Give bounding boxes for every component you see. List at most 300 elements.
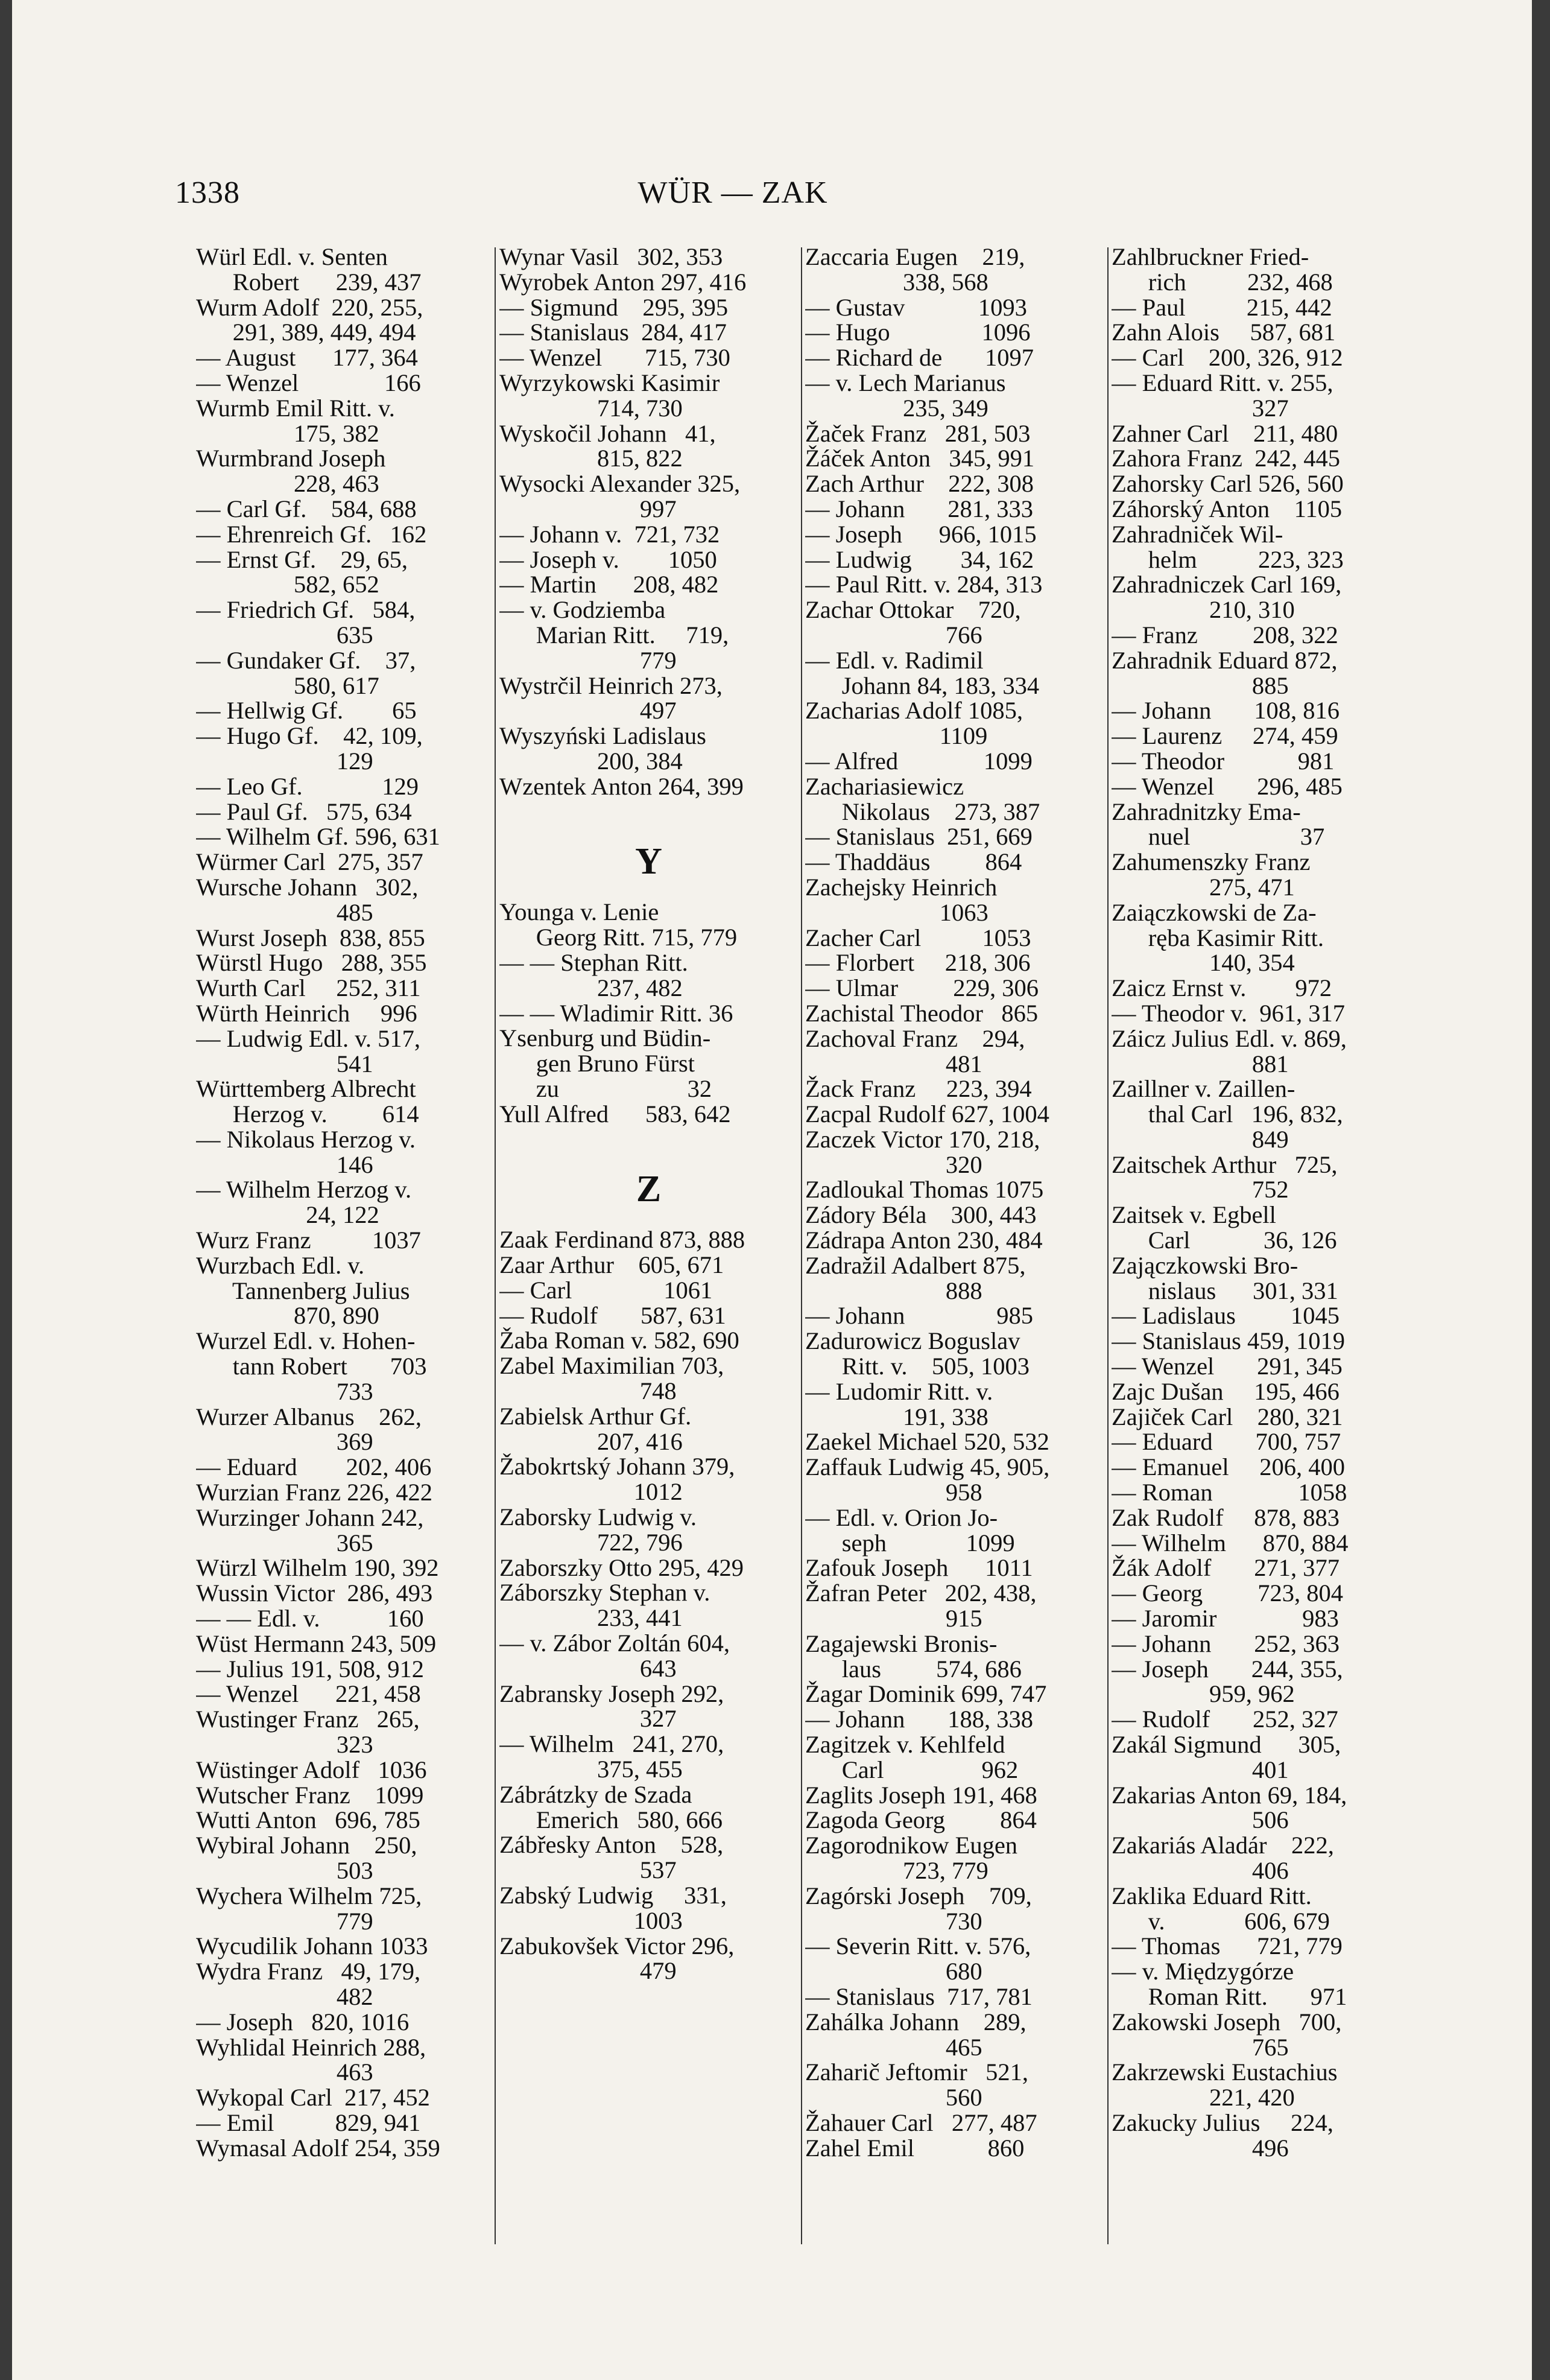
index-entry: 207, 416 [499, 1427, 683, 1455]
index-entry: 365 [196, 1529, 373, 1557]
index-entry: 497 [499, 697, 677, 725]
index-entry: nuel 37 [1112, 823, 1325, 851]
index-entry: Wurth Carl 252, 311 [196, 974, 421, 1002]
index-entry: Zaffauk Ludwig 45, 905, [805, 1453, 1050, 1481]
index-entry: gen Bruno Fürst [499, 1050, 695, 1077]
index-entry: — Martin 208, 482 [499, 571, 719, 598]
index-entry: 24, 122 [196, 1201, 379, 1229]
index-entry: Wüstinger Adolf 1036 [196, 1756, 427, 1783]
index-entry: — Ludwig 34, 162 [805, 545, 1034, 573]
index-entry: — Stanislaus 717, 781 [805, 1982, 1033, 2010]
index-entry: Zaglits Joseph 191, 468 [805, 1781, 1037, 1809]
index-entry: Wykopal Carl 217, 452 [196, 2084, 430, 2112]
index-entry: — v. Międzygórze [1112, 1958, 1294, 1985]
index-entry: — Gustav 1093 [805, 293, 1027, 321]
index-entry: Zacpal Rudolf 627, 1004 [805, 1100, 1049, 1128]
index-entry: Zachar Ottokar 720, [805, 596, 1021, 624]
index-column-4 [1112, 244, 1410, 2244]
index-entry: Würth Heinrich 996 [196, 999, 417, 1027]
index-entry: Wynar Vasil 302, 353 [499, 244, 723, 270]
index-entry: — Stanislaus 284, 417 [499, 319, 727, 346]
index-entry: 235, 349 [805, 394, 989, 422]
index-entry: Robert 239, 437 [196, 268, 422, 296]
index-entry: thal Carl 196, 832, [1112, 1100, 1343, 1128]
index-entry: — Joseph 244, 355, [1112, 1655, 1343, 1683]
index-entry: 870, 890 [196, 1302, 379, 1330]
index-entry: Wzentek Anton 264, 399 [499, 772, 744, 800]
index-entry: 815, 822 [499, 445, 683, 472]
index-entry: 291, 389, 449, 494 [196, 319, 416, 346]
index-entry: Wymasal Adolf 254, 359 [196, 2134, 440, 2162]
index-entry: zu 32 [499, 1074, 712, 1102]
index-entry: Zahel Emil 860 [805, 2134, 1025, 2162]
index-entry: 580, 617 [196, 671, 379, 699]
index-entry: 237, 482 [499, 974, 683, 1001]
index-entry: — Florbert 218, 306 [805, 949, 1031, 977]
spacer [499, 1127, 798, 1152]
index-entry: — Johann 188, 338 [805, 1706, 1033, 1733]
index-entry: — Julius 191, 508, 912 [196, 1655, 425, 1683]
index-entry: 582, 652 [196, 571, 379, 598]
index-entry: laus 574, 686 [805, 1655, 1022, 1683]
index-entry: — Friedrich Gf. 584, [196, 596, 416, 624]
index-entry: — Sigmund 295, 395 [499, 293, 729, 321]
index-entry: Wurmbrand Joseph [196, 445, 386, 472]
index-entry: Wursche Johann 302, [196, 873, 419, 901]
index-entry: Zagoda Georg 864 [805, 1806, 1037, 1834]
index-entry: 375, 455 [499, 1756, 683, 1783]
index-entry: Žack Franz 223, 394 [805, 1075, 1032, 1103]
index-entry: — Johann 252, 363 [1112, 1630, 1340, 1657]
index-entry: — Nikolaus Herzog v. [196, 1125, 416, 1153]
index-entry: 463 [196, 2058, 373, 2086]
index-entry: 338, 568 [805, 268, 989, 296]
index-entry: — Leo Gf. 129 [196, 772, 419, 800]
index-entry: 915 [805, 1605, 982, 1633]
index-entry: 560 [805, 2084, 982, 2112]
index-entry: 1063 [805, 898, 989, 926]
index-entry: Zachejsky Heinrich [805, 873, 998, 901]
index-entry: Zaharič Jeftomir 521, [805, 2058, 1028, 2086]
index-entry: — — Wladimir Ritt. 36 [499, 999, 733, 1027]
index-entry: Wyskočil Johann 41, [499, 419, 716, 447]
index-entry: — Carl 200, 326, 912 [1112, 344, 1343, 372]
index-entry: — Thaddäus 864 [805, 848, 1022, 876]
index-entry: — Alfred 1099 [805, 747, 1033, 775]
index-entry: Zahradniczek Carl 169, [1112, 571, 1342, 598]
index-entry: Johann 84, 183, 334 [805, 671, 1040, 699]
index-entry: Žaba Roman v. 582, 690 [499, 1327, 739, 1354]
index-entry: — Paul Ritt. v. 284, 313 [805, 571, 1043, 598]
index-entry: — Franz 208, 322 [1112, 621, 1338, 649]
index-entry: — Wilhelm 241, 270, [499, 1730, 724, 1758]
index-entry: 779 [499, 646, 677, 674]
index-entry: Wurz Franz 1037 [196, 1226, 421, 1254]
index-entry: Žagar Dominik 699, 747 [805, 1680, 1047, 1708]
index-entry: Zabel Maximilian 703, [499, 1352, 724, 1380]
index-entry: Wysocki Alexander 325, [499, 470, 741, 498]
section-heading-y: Y [635, 841, 662, 883]
index-entry: — Johann v. 721, 732 [499, 520, 720, 548]
index-entry: — Ehrenreich Gf. 162 [196, 520, 427, 548]
index-entry: 496 [1112, 2134, 1289, 2162]
index-entry: Zádory Béla 300, 443 [805, 1201, 1037, 1229]
index-entry: Zahradniček Wil- [1112, 520, 1283, 548]
index-entry: 503 [196, 1857, 373, 1884]
index-entry: — Joseph 820, 1016 [196, 2008, 410, 2036]
index-entry: — Georg 723, 804 [1112, 1579, 1343, 1607]
index-entry: Wurzel Edl. v. Hohen- [196, 1327, 416, 1355]
index-entry: Tannenberg Julius [196, 1277, 410, 1304]
index-entry: — Richard de 1097 [805, 344, 1034, 372]
index-entry: — Paul 215, 442 [1112, 293, 1332, 321]
index-entry: Zak Rudolf 878, 883 [1112, 1503, 1340, 1531]
index-entry: Zaklika Eduard Ritt. [1112, 1882, 1312, 1909]
index-entry: 479 [499, 1957, 677, 1985]
spacer [499, 799, 798, 825]
column-rule [1107, 247, 1109, 2244]
index-entry: Zaillner v. Zaillen- [1112, 1075, 1295, 1103]
index-entry: Zahradnitzky Ema- [1112, 798, 1301, 825]
index-entry: — Wenzel 166 [196, 369, 421, 396]
index-entry: Wutti Anton 696, 785 [196, 1806, 420, 1834]
index-entry: 200, 384 [499, 747, 683, 775]
index-entry: Ysenburg und Büdin- [499, 1024, 711, 1052]
index-entry: — Hugo Gf. 42, 109, [196, 722, 423, 750]
index-entry: Zakrzewski Eustachius [1112, 2058, 1338, 2086]
index-entry: Zacharias Adolf 1085, [805, 697, 1023, 725]
index-entry: Ritt. v. 505, 1003 [805, 1353, 1030, 1380]
index-entry: — v. Lech Marianus [805, 369, 1006, 396]
index-entry: Würl Edl. v. Senten [196, 244, 388, 270]
index-entry: Wurst Joseph 838, 855 [196, 924, 425, 951]
index-entry: Wurzbach Edl. v. [196, 1251, 365, 1279]
index-entry: Wustinger Franz 265, [196, 1706, 420, 1733]
index-entry: 779 [196, 1907, 373, 1935]
index-entry: — Laurenz 274, 459 [1112, 722, 1338, 750]
index-entry: 680 [805, 1958, 982, 1985]
index-entry: Záicz Julius Edl. v. 869, [1112, 1024, 1347, 1052]
index-entry: 643 [499, 1654, 677, 1682]
index-entry: Žáček Anton 345, 991 [805, 445, 1035, 472]
index-entry: Wybiral Johann 250, [196, 1832, 417, 1859]
index-entry: 958 [805, 1479, 982, 1506]
index-entry: — Carl 1061 [499, 1276, 713, 1304]
index-entry: Wurzinger Johann 242, [196, 1503, 424, 1531]
index-entry: Zagórski Joseph 709, [805, 1882, 1032, 1909]
index-entry: Wystrčil Heinrich 273, [499, 671, 723, 699]
index-entry: Žabokrtský Johann 379, [499, 1453, 735, 1480]
index-entry: — Wenzel 296, 485 [1112, 772, 1343, 800]
index-entry: Žafran Peter 202, 438, [805, 1579, 1037, 1607]
index-entry: 482 [196, 1982, 373, 2010]
index-entry: 714, 730 [499, 394, 683, 422]
index-entry: Zajiček Carl 280, 321 [1112, 1403, 1343, 1430]
index-entry: Žahauer Carl 277, 487 [805, 2109, 1037, 2136]
index-entry: 401 [1112, 1756, 1289, 1783]
index-entry: — Wenzel 291, 345 [1112, 1353, 1343, 1380]
index-entry: 635 [196, 621, 373, 649]
index-entry: — Rudolf 252, 327 [1112, 1706, 1338, 1733]
index-entry: Zahálka Johann 289, [805, 2008, 1026, 2036]
index-entry: Zaekel Michael 520, 532 [805, 1428, 1049, 1456]
index-entry: 369 [196, 1428, 373, 1456]
index-entry: Würzl Wilhelm 190, 392 [196, 1554, 439, 1582]
index-entry: Zagorodnikow Eugen [805, 1832, 1018, 1859]
index-entry: rich 232, 468 [1112, 268, 1333, 296]
index-entry: Wurm Adolf 220, 255, [196, 293, 423, 321]
index-entry: Zachistal Theodor 865 [805, 999, 1039, 1027]
index-entry: Carl 36, 126 [1112, 1226, 1337, 1254]
index-entry: — Theodor v. 961, 317 [1112, 999, 1345, 1027]
index-entry: Zaborszky Otto 295, 429 [499, 1553, 744, 1581]
index-entry: — Ludwig Edl. v. 517, [196, 1024, 420, 1052]
index-entry: 765 [1112, 2033, 1289, 2061]
index-entry: 481 [805, 1050, 982, 1077]
index-entry: Zaiączkowski de Za- [1112, 898, 1317, 926]
index-entry: 752 [1112, 1176, 1289, 1204]
index-entry: — Jaromir 983 [1112, 1605, 1339, 1633]
index-entry: Zahlbruckner Fried- [1112, 244, 1309, 270]
index-entry: — Eduard Ritt. v. 255, [1112, 369, 1333, 396]
index-entry: Nikolaus 273, 387 [805, 798, 1040, 825]
index-entry: Wurmb Emil Ritt. v. [196, 394, 395, 422]
index-entry: Záborszky Stephan v. [499, 1579, 710, 1607]
index-entry: — Edl. v. Radimil [805, 646, 984, 674]
index-column-3 [805, 244, 1104, 2244]
index-entry: — Joseph 966, 1015 [805, 520, 1037, 548]
page-number: 1338 [175, 176, 240, 210]
index-entry: Wycudilik Johann 1033 [196, 1932, 428, 1960]
index-entry: Žák Adolf 271, 377 [1112, 1554, 1340, 1582]
index-entry: — Stanislaus 459, 1019 [1112, 1327, 1346, 1355]
index-entry: Žaček Franz 281, 503 [805, 419, 1031, 447]
index-entry: — v. Godziemba [499, 596, 666, 624]
index-entry: Wyhlidal Heinrich 288, [196, 2033, 426, 2061]
index-entry: — Gundaker Gf. 37, [196, 646, 416, 674]
index-entry: Zagitzek v. Kehlfeld [805, 1731, 1005, 1759]
index-entry: nislaus 301, 331 [1112, 1277, 1338, 1304]
index-entry: Zahner Carl 211, 480 [1112, 419, 1338, 447]
index-entry: — Wilhelm Gf. 596, 631 [196, 823, 440, 851]
index-entry: Zajc Dušan 195, 466 [1112, 1377, 1340, 1405]
index-entry: Würstl Hugo 288, 355 [196, 949, 427, 977]
index-entry: — Stanislaus 251, 669 [805, 823, 1033, 851]
index-entry: Wyrzykowski Kasimir [499, 369, 720, 396]
index-entry: — Johann 108, 816 [1112, 697, 1340, 725]
index-entry: 885 [1112, 671, 1289, 699]
index-entry: 537 [499, 1856, 677, 1884]
index-entry: Zahn Alois 587, 681 [1112, 319, 1336, 346]
index-entry: 275, 471 [1112, 873, 1295, 901]
index-entry: 1003 [499, 1906, 683, 1934]
index-entry: Zaar Arthur 605, 671 [499, 1251, 724, 1279]
index-entry: Georg Ritt. 715, 779 [499, 924, 738, 951]
index-entry: — Theodor 981 [1112, 747, 1335, 775]
index-entry: Zahradnik Eduard 872, [1112, 646, 1338, 674]
index-entry: Carl 962 [805, 1756, 1019, 1783]
index-entry: 221, 420 [1112, 2084, 1295, 2112]
index-entry: — Ulmar 229, 306 [805, 974, 1039, 1002]
index-entry: Wussin Victor 286, 493 [196, 1579, 433, 1607]
index-entry: 485 [196, 898, 373, 926]
index-entry: Zacher Carl 1053 [805, 924, 1031, 951]
index-entry: — Ladislaus 1045 [1112, 1302, 1340, 1330]
index-entry: — Eduard 700, 757 [1112, 1428, 1341, 1456]
index-entry: Zadražil Adalbert 875, [805, 1251, 1026, 1279]
index-entry: Würmer Carl 275, 357 [196, 848, 423, 876]
index-entry: Zadloukal Thomas 1075 [805, 1176, 1044, 1204]
index-entry: Württemberg Albrecht [196, 1075, 416, 1103]
index-entry: helm 223, 323 [1112, 545, 1344, 573]
index-entry: 210, 310 [1112, 596, 1295, 624]
index-entry: Zaczek Victor 170, 218, [805, 1125, 1040, 1153]
index-entry: Zaccaria Eugen 219, [805, 244, 1025, 270]
index-entry: Wutscher Franz 1099 [196, 1781, 424, 1809]
index-entry: 541 [196, 1050, 373, 1077]
index-entry: — Hugo 1096 [805, 319, 1031, 346]
index-entry: 320 [805, 1150, 982, 1178]
index-entry: 959, 962 [1112, 1680, 1295, 1708]
index-entry: Zaitschek Arthur 725, [1112, 1150, 1338, 1178]
index-entry: Zachariasiewicz [805, 772, 964, 800]
index-entry: — Wenzel 715, 730 [499, 344, 730, 372]
index-entry: Zakariás Aladár 222, [1112, 1832, 1334, 1859]
index-entry: Wyrobek Anton 297, 416 [499, 268, 747, 296]
index-entry: Zagajewski Bronis- [805, 1630, 998, 1657]
index-entry: Marian Ritt. 719, [499, 621, 729, 649]
index-entry: Zaicz Ernst v. 972 [1112, 974, 1332, 1002]
index-entry: Zach Arthur 222, 308 [805, 470, 1034, 498]
index-entry: Zabielsk Arthur Gf. [499, 1402, 692, 1430]
index-entry: Zádrapa Anton 230, 484 [805, 1226, 1043, 1254]
index-entry: 722, 796 [499, 1528, 683, 1556]
index-entry: 733 [196, 1377, 373, 1405]
index-entry: — August 177, 364 [196, 344, 418, 372]
index-entry: Herzog v. 614 [196, 1100, 419, 1128]
index-entry: — Roman 1058 [1112, 1479, 1347, 1506]
index-entry: — Emanuel 206, 400 [1112, 1453, 1345, 1481]
index-entry: 406 [1112, 1857, 1289, 1884]
index-column-1 [196, 244, 492, 2244]
index-entry: Yull Alfred 583, 642 [499, 1100, 731, 1128]
index-entry: Zabransky Joseph 292, [499, 1680, 724, 1707]
index-entry: Zakowski Joseph 700, [1112, 2008, 1342, 2036]
index-entry: — — Stephan Ritt. [499, 948, 688, 976]
index-entry: 327 [1112, 394, 1289, 422]
column-rule [495, 247, 496, 2244]
index-entry: — Wilhelm Herzog v. [196, 1176, 412, 1204]
index-entry: — Wilhelm 870, 884 [1112, 1529, 1349, 1557]
index-entry: Zajączkowski Bro- [1112, 1251, 1299, 1279]
index-entry: Záhorský Anton 1105 [1112, 495, 1343, 522]
page [12, 0, 1532, 2380]
index-entry: Wurzian Franz 226, 422 [196, 1479, 433, 1506]
index-entry: — Severin Ritt. v. 576, [805, 1932, 1031, 1960]
running-head: WÜR — ZAK [637, 176, 828, 210]
column-rule [801, 247, 802, 2244]
index-entry: Wurzer Albanus 262, [196, 1403, 422, 1430]
index-entry: — Thomas 721, 779 [1112, 1932, 1343, 1960]
index-entry: Zaak Ferdinand 873, 888 [499, 1226, 745, 1254]
index-entry: Wydra Franz 49, 179, [196, 1958, 421, 1985]
index-entry: Zabukovšek Victor 296, [499, 1932, 735, 1960]
index-entry: Zahumenszky Franz [1112, 848, 1311, 876]
index-column-2 [499, 244, 798, 2244]
index-entry: Zahorsky Carl 526, 560 [1112, 470, 1344, 498]
index-entry: Emerich 580, 666 [499, 1806, 723, 1833]
index-entry: Younga v. Lenie [499, 898, 659, 926]
index-entry: 849 [1112, 1125, 1289, 1153]
index-entry: Zaborsky Ludwig v. [499, 1503, 697, 1531]
index-entry: Zahora Franz 242, 445 [1112, 445, 1341, 472]
index-entry: — Wenzel 221, 458 [196, 1680, 421, 1708]
index-entry: — Ernst Gf. 29, 65, [196, 545, 408, 573]
index-entry: — Carl Gf. 584, 688 [196, 495, 417, 522]
index-entry: Zábrátzky de Szada [499, 1780, 692, 1808]
index-entry: Wyszyński Ladislaus [499, 722, 706, 750]
index-entry: 1109 [805, 722, 988, 750]
index-entry: 146 [196, 1150, 373, 1178]
index-entry: tann Robert 703 [196, 1353, 427, 1380]
index-entry: — Paul Gf. 575, 634 [196, 798, 412, 825]
index-entry: 228, 463 [196, 470, 379, 498]
index-entry: Roman Ritt. 971 [1112, 1982, 1347, 2010]
index-entry: 323 [196, 1731, 373, 1759]
index-entry: 191, 338 [805, 1403, 989, 1430]
index-entry: — Johann 281, 333 [805, 495, 1033, 522]
index-entry: — Rudolf 587, 631 [499, 1301, 726, 1329]
index-entry: 465 [805, 2033, 982, 2061]
index-entry: 730 [805, 1907, 982, 1935]
index-entry: — Emil 829, 941 [196, 2109, 421, 2136]
index-entry: 506 [1112, 1806, 1289, 1834]
index-entry: 748 [499, 1377, 677, 1405]
index-entry: Zachoval Franz 294, [805, 1024, 1025, 1052]
index-entry: 1012 [499, 1478, 683, 1506]
index-entry: 327 [499, 1705, 677, 1733]
index-entry: Zakál Sigmund 305, [1112, 1731, 1341, 1759]
index-entry: 888 [805, 1277, 982, 1304]
index-entry: — — Edl. v. 160 [196, 1605, 424, 1633]
index-entry: — Hellwig Gf. 65 [196, 697, 417, 725]
index-entry: Wychera Wilhelm 725, [196, 1882, 422, 1909]
index-entry: v. 606, 679 [1112, 1907, 1330, 1935]
index-entry: 997 [499, 495, 677, 522]
index-entry: — Eduard 202, 406 [196, 1453, 432, 1481]
index-entry: Zafouk Joseph 1011 [805, 1554, 1033, 1582]
section-heading-z: Z [636, 1169, 662, 1210]
index-entry: 766 [805, 621, 982, 649]
index-entry: 129 [196, 747, 373, 775]
index-entry: — Edl. v. Orion Jo- [805, 1503, 998, 1531]
index-entry: — Joseph v. 1050 [499, 545, 717, 573]
index-entry: — Ludomir Ritt. v. [805, 1377, 993, 1405]
index-entry: Zakucky Julius 224, [1112, 2109, 1333, 2136]
index-entry: Zaitsek v. Egbell [1112, 1201, 1276, 1229]
index-entry: Zábřesky Anton 528, [499, 1831, 724, 1859]
index-entry: seph 1099 [805, 1529, 1015, 1557]
index-entry: Wüst Hermann 243, 509 [196, 1630, 437, 1657]
page-header [175, 175, 1291, 217]
index-entry: Zakarias Anton 69, 184, [1112, 1781, 1347, 1809]
index-entry: 233, 441 [499, 1604, 683, 1632]
index-entry: — Johann 985 [805, 1302, 1033, 1330]
index-entry: — v. Zábor Zoltán 604, [499, 1630, 730, 1657]
index-entry: Zabský Ludwig 331, [499, 1882, 727, 1909]
index-entry: ręba Kasimir Ritt. [1112, 924, 1324, 951]
index-entry: 723, 779 [805, 1857, 989, 1884]
